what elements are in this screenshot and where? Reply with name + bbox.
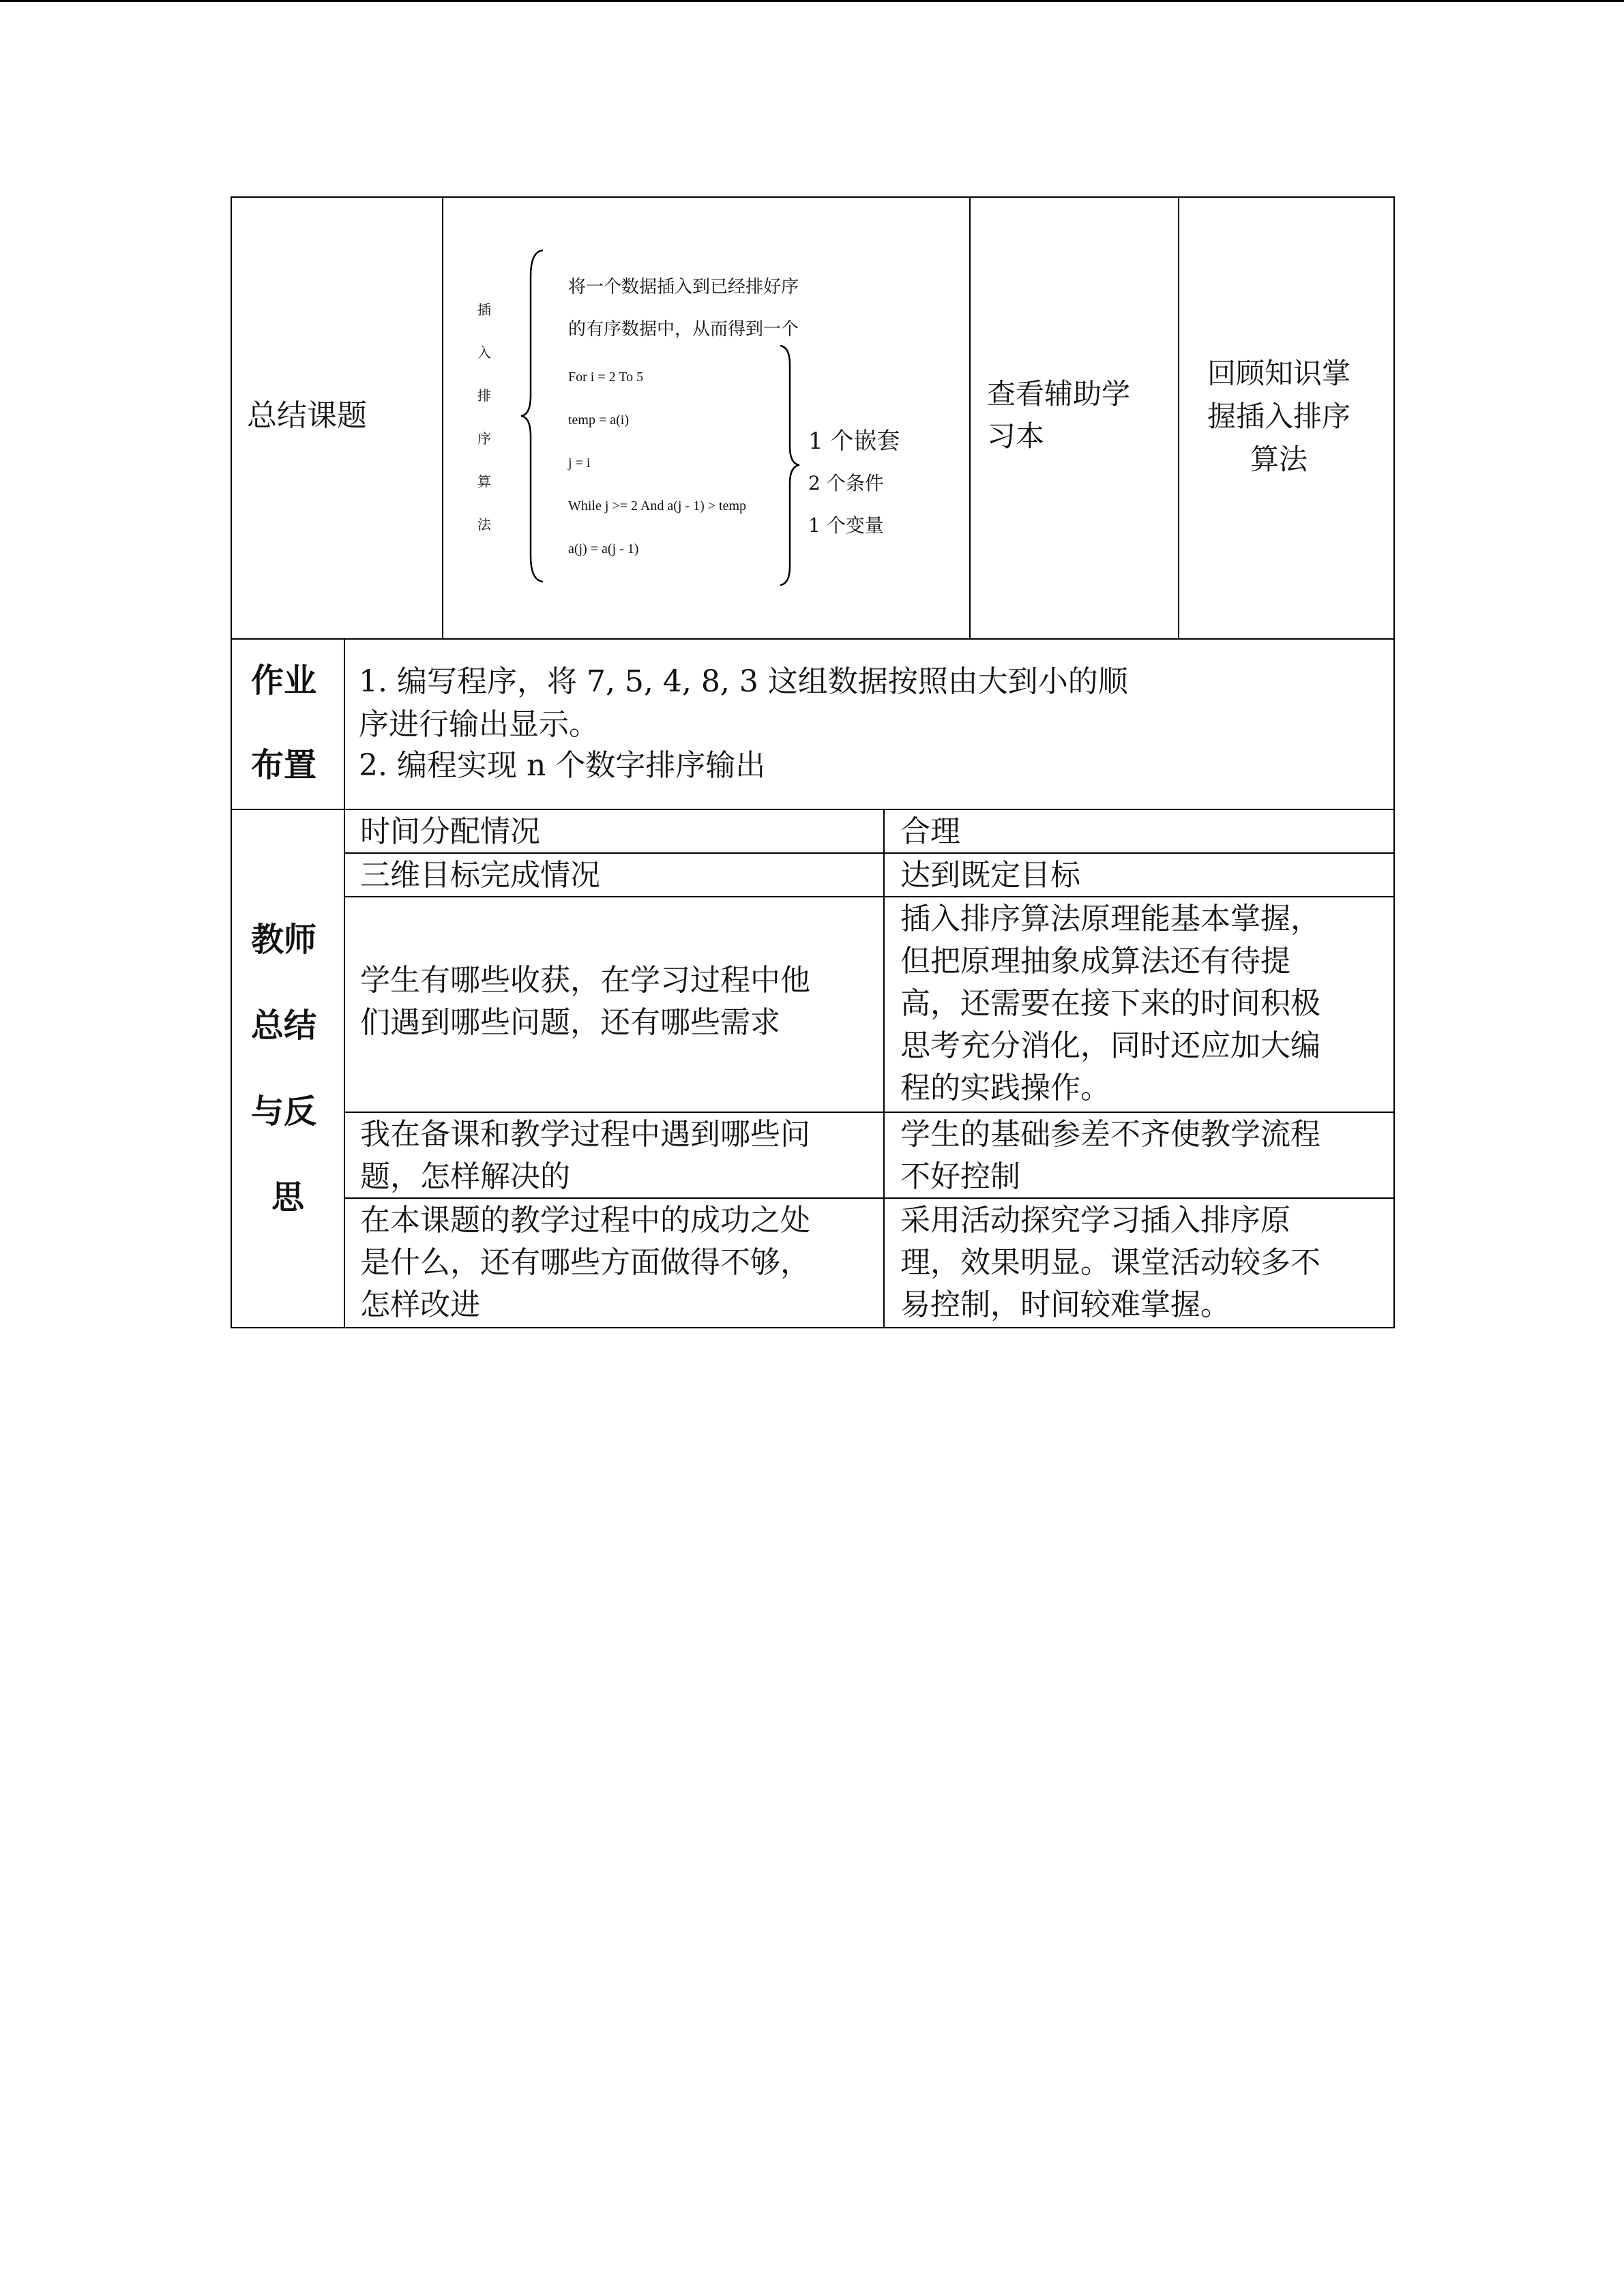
reflection-question-text: 们遇到哪些问题，还有哪些需求	[360, 1005, 780, 1040]
homework-line: 2. 编程实现 n 个数字排序输出	[359, 748, 766, 783]
diagram-title-char: 法	[477, 518, 491, 533]
reflection-label: 教师	[251, 921, 317, 959]
reflection-question-text: 学生有哪些收获，在学习过程中他	[360, 963, 810, 998]
diagram-code-line: temp = a(i)	[568, 413, 630, 428]
diagram-title-char: 入	[477, 346, 491, 361]
diagram-code-line: j = i	[568, 456, 591, 471]
activity-text: 查看辅助学	[987, 377, 1131, 411]
reflection-question-text: 题，怎样解决的	[360, 1159, 570, 1194]
page-top-border	[0, 0, 1624, 2]
diagram-title-char: 插	[477, 303, 491, 318]
diagram-note: 1 个变量	[808, 514, 884, 537]
reflection-answer-text: 合理	[900, 814, 960, 849]
reflection-question-text: 怎样改进	[360, 1287, 480, 1322]
reflection-label-cell	[231, 809, 345, 1328]
reflection-answer-text: 思考充分消化，同时还应加大编	[900, 1028, 1320, 1063]
reflection-answer-text: 理，效果明显。课堂活动较多不	[900, 1245, 1320, 1280]
reflection-answer-text: 达到既定目标	[900, 858, 1080, 893]
reflection-answer-text: 采用活动探究学习插入排序原	[900, 1203, 1290, 1238]
diagram-note: 1 个嵌套	[808, 428, 900, 455]
goal-text: 回顾知识掌	[1207, 357, 1351, 390]
reflection-question-text: 是什么，还有哪些方面做得不够，	[360, 1245, 810, 1280]
reflection-question-text: 时间分配情况	[360, 814, 540, 849]
diagram-code-line: For i = 2 To 5	[568, 370, 644, 385]
summary-label: 总结课题	[247, 398, 367, 433]
reflection-label: 与反	[251, 1092, 317, 1131]
reflection-answer-text: 学生的基础参差不齐使教学流程	[900, 1117, 1320, 1152]
activity-text: 习本	[987, 419, 1045, 453]
diagram-brace-right	[778, 344, 802, 586]
diagram-code-line: While j >= 2 And a(j - 1) > temp	[568, 498, 747, 513]
reflection-answer-text: 程的实践操作。	[900, 1071, 1110, 1105]
reflection-answer-text: 易控制，时间较难掌握。	[900, 1287, 1230, 1322]
reflection-answer-text: 高，还需要在接下来的时间积极	[900, 986, 1320, 1021]
diagram-code-line: a(j) = a(j - 1)	[568, 541, 639, 556]
diagram-desc-line: 的有序数据中，从而得到一个	[568, 319, 799, 339]
reflection-question-text: 三维目标完成情况	[360, 858, 600, 893]
reflection-question-text: 我在备课和教学过程中遇到哪些问	[360, 1117, 810, 1152]
reflection-answer-text: 插入排序算法原理能基本掌握，	[900, 901, 1320, 936]
reflection-answer-text: 不好控制	[900, 1159, 1020, 1194]
goal-text: 算法	[1250, 443, 1308, 476]
homework-label: 布置	[251, 746, 317, 784]
reflection-answer-text: 但把原理抽象成算法还有待提	[900, 944, 1290, 979]
reflection-question-text: 在本课题的教学过程中的成功之处	[360, 1203, 810, 1238]
homework-line: 序进行输出显示。	[359, 707, 599, 742]
diagram-note: 2 个条件	[808, 472, 884, 494]
reflection-label: 思	[271, 1178, 305, 1217]
diagram-desc-line: 将一个数据插入到已经排好序	[568, 277, 799, 297]
diagram-title-char: 排	[477, 389, 491, 404]
homework-line: 1. 编写程序，将 7, 5, 4, 8, 3 这组数据按照由大到小的顺	[359, 664, 1128, 699]
homework-label: 作业	[251, 661, 317, 700]
diagram-title-char: 算	[477, 475, 491, 490]
goal-text: 握插入排序	[1207, 400, 1351, 433]
reflection-label: 总结	[251, 1007, 317, 1045]
diagram-title-char: 序	[477, 432, 491, 447]
diagram-brace-left	[518, 249, 546, 583]
